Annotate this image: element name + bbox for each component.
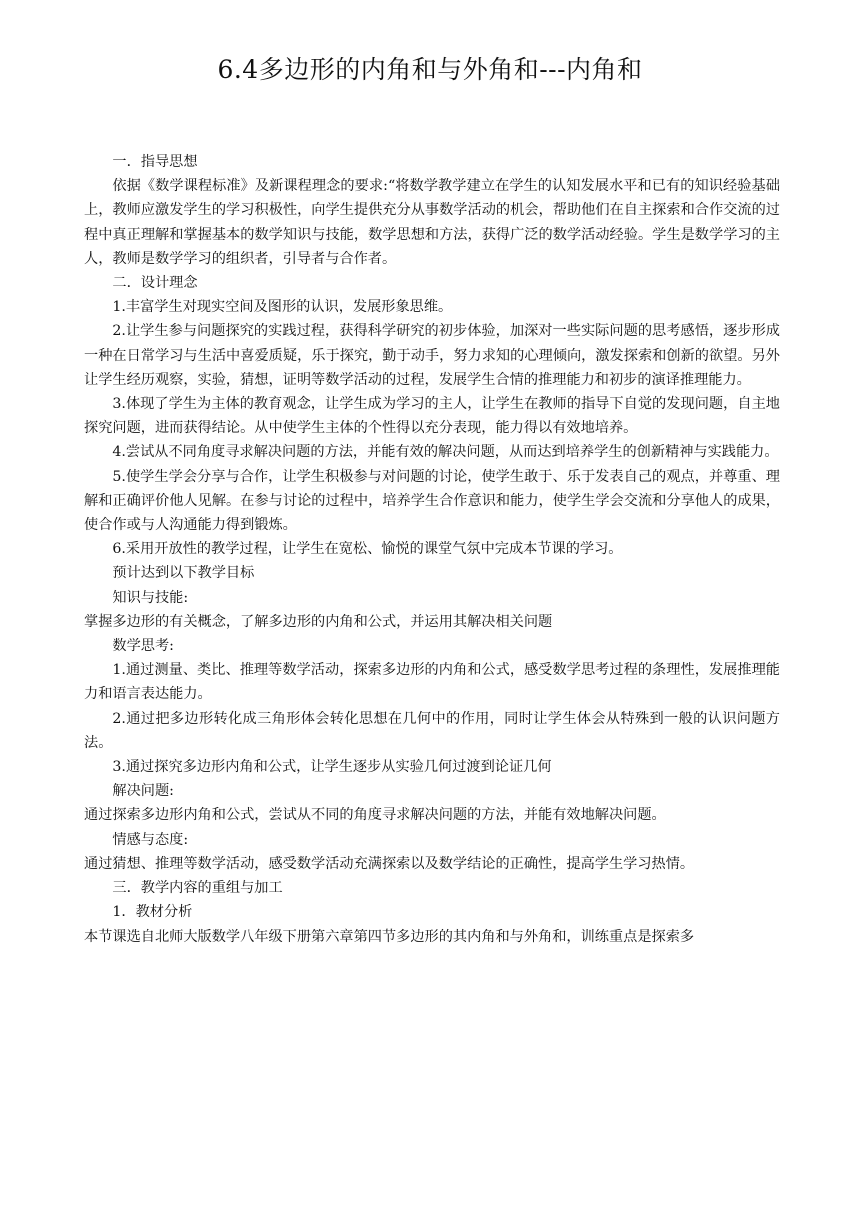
solve-heading: 解决问题: <box>112 783 174 800</box>
textbook-analysis-text: 本节课选自北师大版数学八年级下册第六章第四节多边形的其内角和与外角和，训练重点是探索多 <box>84 928 695 945</box>
thinking-item-2: 2.通过把多边形转化成三角形体会转化思想在几何中的作用，同时让学生体会从特殊到一般的认识问题方法。 <box>84 710 780 751</box>
design-item-5: 5.使学生学会分享与合作，让学生积极参与对问题的讨论，使学生敢于、乐于发表自己的观点，并尊重、理解和正确评价他人见解。在参与讨论的过程中，培养学生合作意识和能力，使学生学会交流和分享他人的成果，使合作或与人沟通能力得到锻炼。 <box>84 468 780 534</box>
goals-intro: 预计达到以下教学目标 <box>112 565 255 582</box>
knowledge-text: 掌握多边形的有关概念，了解多边形的内角和公式，并运用其解决相关问题 <box>84 613 553 630</box>
thinking-item-1: 1.通过测量、类比、推理等数学活动，探索多边形的内角和公式，感受数学思考过程的条理性，发展推理能力和语言表达能力。 <box>84 662 780 703</box>
subheading-textbook-analysis: 1．教材分析 <box>112 904 193 921</box>
design-item-3: 3.体现了学生为主体的教育观念，让学生成为学习的主人，让学生在教师的指导下自觉的发现问题，自主地探究问题，进而获得结论。从中使学生主体的个性得以充分表现，能力得以有效地培养。 <box>84 396 780 437</box>
document-body <box>84 150 780 949</box>
section-heading-guiding-ideology: 一．指导思想 <box>112 154 198 170</box>
design-item-6: 6.采用开放性的教学过程，让学生在宽松、愉悦的课堂气氛中完成本节课的学习。 <box>112 541 623 558</box>
section-heading-design-concept: 二．设计理念 <box>112 275 198 292</box>
thinking-item-3: 3.通过探究多边形内角和公式，让学生逐步从实验几何过渡到论证几何 <box>112 759 552 776</box>
design-item-1: 1.丰富学生对现实空间及图形的认识，发展形象思维。 <box>112 299 453 316</box>
solve-text: 通过探索多边形内角和公式，尝试从不同的角度寻求解决问题的方法，并能有效地解决问题。 <box>84 807 666 824</box>
knowledge-heading: 知识与技能: <box>112 589 189 606</box>
paragraph-guiding-ideology: 依据《数学课程标准》及新课程理念的要求:“将数学教学建立在学生的认知发展水平和已有的知识经验基础上，教师应激发学生的学习积极性，向学生提供充分从事数学活动的机会，帮助他们在自主探索和合作交流的过程中真正理解和掌握基本的数学知识与技能，数学思想和方法，获得广泛的数学活动经验。学生是数学学习的主人，教师是数学学习的组织者，引导者与合作者。 <box>84 178 780 267</box>
attitude-text: 通过猜想、推理等数学活动，感受数学活动充满探索以及数学结论的正确性，提高学生学习热情。 <box>84 855 695 872</box>
thinking-heading: 数学思考: <box>112 638 174 655</box>
design-item-4: 4.尝试从不同角度寻求解决问题的方法，并能有效的解决问题，从而达到培养学生的创新精神与实践能力。 <box>112 444 779 461</box>
section-heading-content-reorganization: 三．教学内容的重组与加工 <box>112 880 283 897</box>
attitude-heading: 情感与态度: <box>112 831 189 848</box>
page-title: 6.4多边形的内角和与外角和---内角和 <box>217 55 643 84</box>
design-item-2: 2.让学生参与问题探究的实践过程，获得科学研究的初步体验，加深对一些实际问题的思考感悟，逐步形成一种在日常学习与生活中喜爱质疑，乐于探究，勤于动手，努力求知的心理倾向，激发探索和创新的欲望。另外让学生经历观察，实验，猜想，证明等数学活动的过程，发展学生合情的推理能力和初步的演译推理能力。 <box>84 323 780 388</box>
